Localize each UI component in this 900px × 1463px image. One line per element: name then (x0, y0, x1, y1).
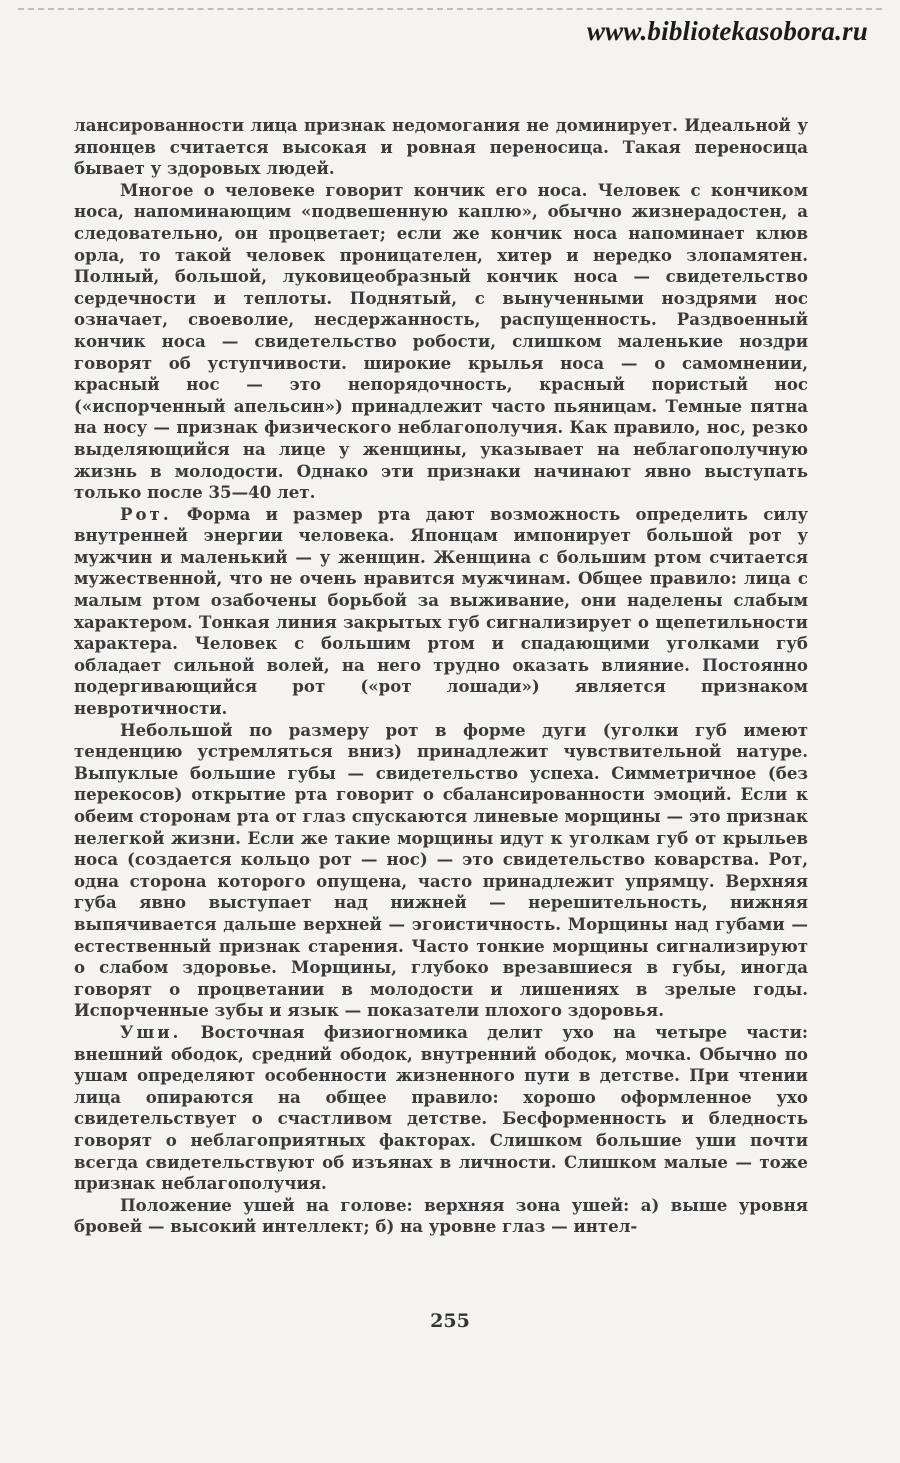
paragraph-4: Небольшой по размеру рот в форме дуги (уголки губ имеют тенденцию устремляться вниз) принадлежит чувствительной натуре. Выпуклые большие губы — свидетельство успеха. Симметричное (без перекосов) открытие рта говорит о сбалансированности эмоций. Если к обеим сторонам рта от глаз спускаются линевые морщины — это признак нелегкой жизни. Если же такие морщины идут к уголкам губ от крыльев носа (создается кольцо рот — нос) — это свидетельство коварства. Рот, одна сторона которого опущена, часто принадлежит упрямцу. Верхняя губа явно выступает над нижней — нерешительность, нижняя выпячивается дальше верхней — эгоистичность. Морщины над губами — естественный признак старения. Часто тонкие морщины сигнализируют о слабом здоровье. Морщины, глубоко врезавшиеся в губы, иногда говорят о процветании в молодости и лишениях в зрелые годы. Испорченные зубы и язык — показатели плохого здоровья. (74, 719, 808, 1021)
top-edge-rule (18, 8, 882, 10)
section-lead-ears: Уши. (120, 1021, 182, 1042)
section-lead-mouth: Рот. (120, 503, 172, 524)
paragraph-6: Положение ушей на голове: верхняя зона ушей: а) выше уровня бровей — высокий интеллект; б) на уровне глаз — интел- (74, 1194, 808, 1237)
paragraph-5: Уши. Восточная физиогномика делит ухо на четыре части: внешний ободок, средний ободок, внутренний ободок, мочка. Обычно по ушам определяют особенности жизненного пути в детстве. При чтении лица опираются на общее правило: хорошо оформленное ухо свидетельствует о счастливом детстве. Бесформенность и бледность говорят о неблагоприятных факторах. Слишком большие уши почти всегда свидетельствуют об изъянах в личности. Слишком малые — тоже признак неблагополучия. (74, 1021, 808, 1194)
paragraph-1: лансированности лица признак недомогания не доминирует. Идеальной у японцев считается высокая и ровная переносица. Такая переносица бывает у здоровых людей. (74, 115, 808, 179)
page-number: 255 (430, 1310, 470, 1332)
site-watermark: www.bibliotekasobora.ru (586, 16, 868, 46)
page-body (74, 115, 808, 1238)
paragraph-2: Многое о человеке говорит кончик его носа. Человек с кончиком носа, напоминающим «подвешенную каплю», обычно жизнерадостен, а следовательно, он процветает; если же кончик носа напоминает клюв орла, то такой человек проницателен, хитер и нередко злопамятен. Полный, большой, луковицеобразный кончик носа — свидетельство сердечности и теплоты. Поднятый, с вынученными ноздрями нос означает, своеволие, несдержанность, распущенность. Раздвоенный кончик носа — свидетельство робости, слишком маленькие ноздри говорят об уступчивости. широкие крылья носа — о самомнении, красный нос — это непорядочность, красный пористый нос («испорченный апельсин») принадлежит часто пьяницам. Темные пятна на носу — признак физического неблагополучия. Как правило, нос, резко выделяющийся на лице у женщины, указывает на неблагополучную жизнь в молодости. Однако эти признаки начинают явно выступать только после 35—40 лет. (74, 179, 808, 503)
paragraph-3: Рот. Форма и размер рта дают возможность определить силу внутренней энергии человека. Японцам импонирует большой рот у мужчин и маленький — у женщин. Женщина с большим ртом считается мужественной, что не очень нравится мужчинам. Общее правило: лица с малым ртом озабочены борьбой за выживание, они наделены слабым характером. Тонкая линия закрытых губ сигнализирует о щепетильности характера. Человек с большим ртом и спадающими уголками губ обладает сильной волей, на него трудно оказать влияние. Постоянно подергивающийся рот («рот лошади») является признаком невротичности. (74, 503, 808, 719)
